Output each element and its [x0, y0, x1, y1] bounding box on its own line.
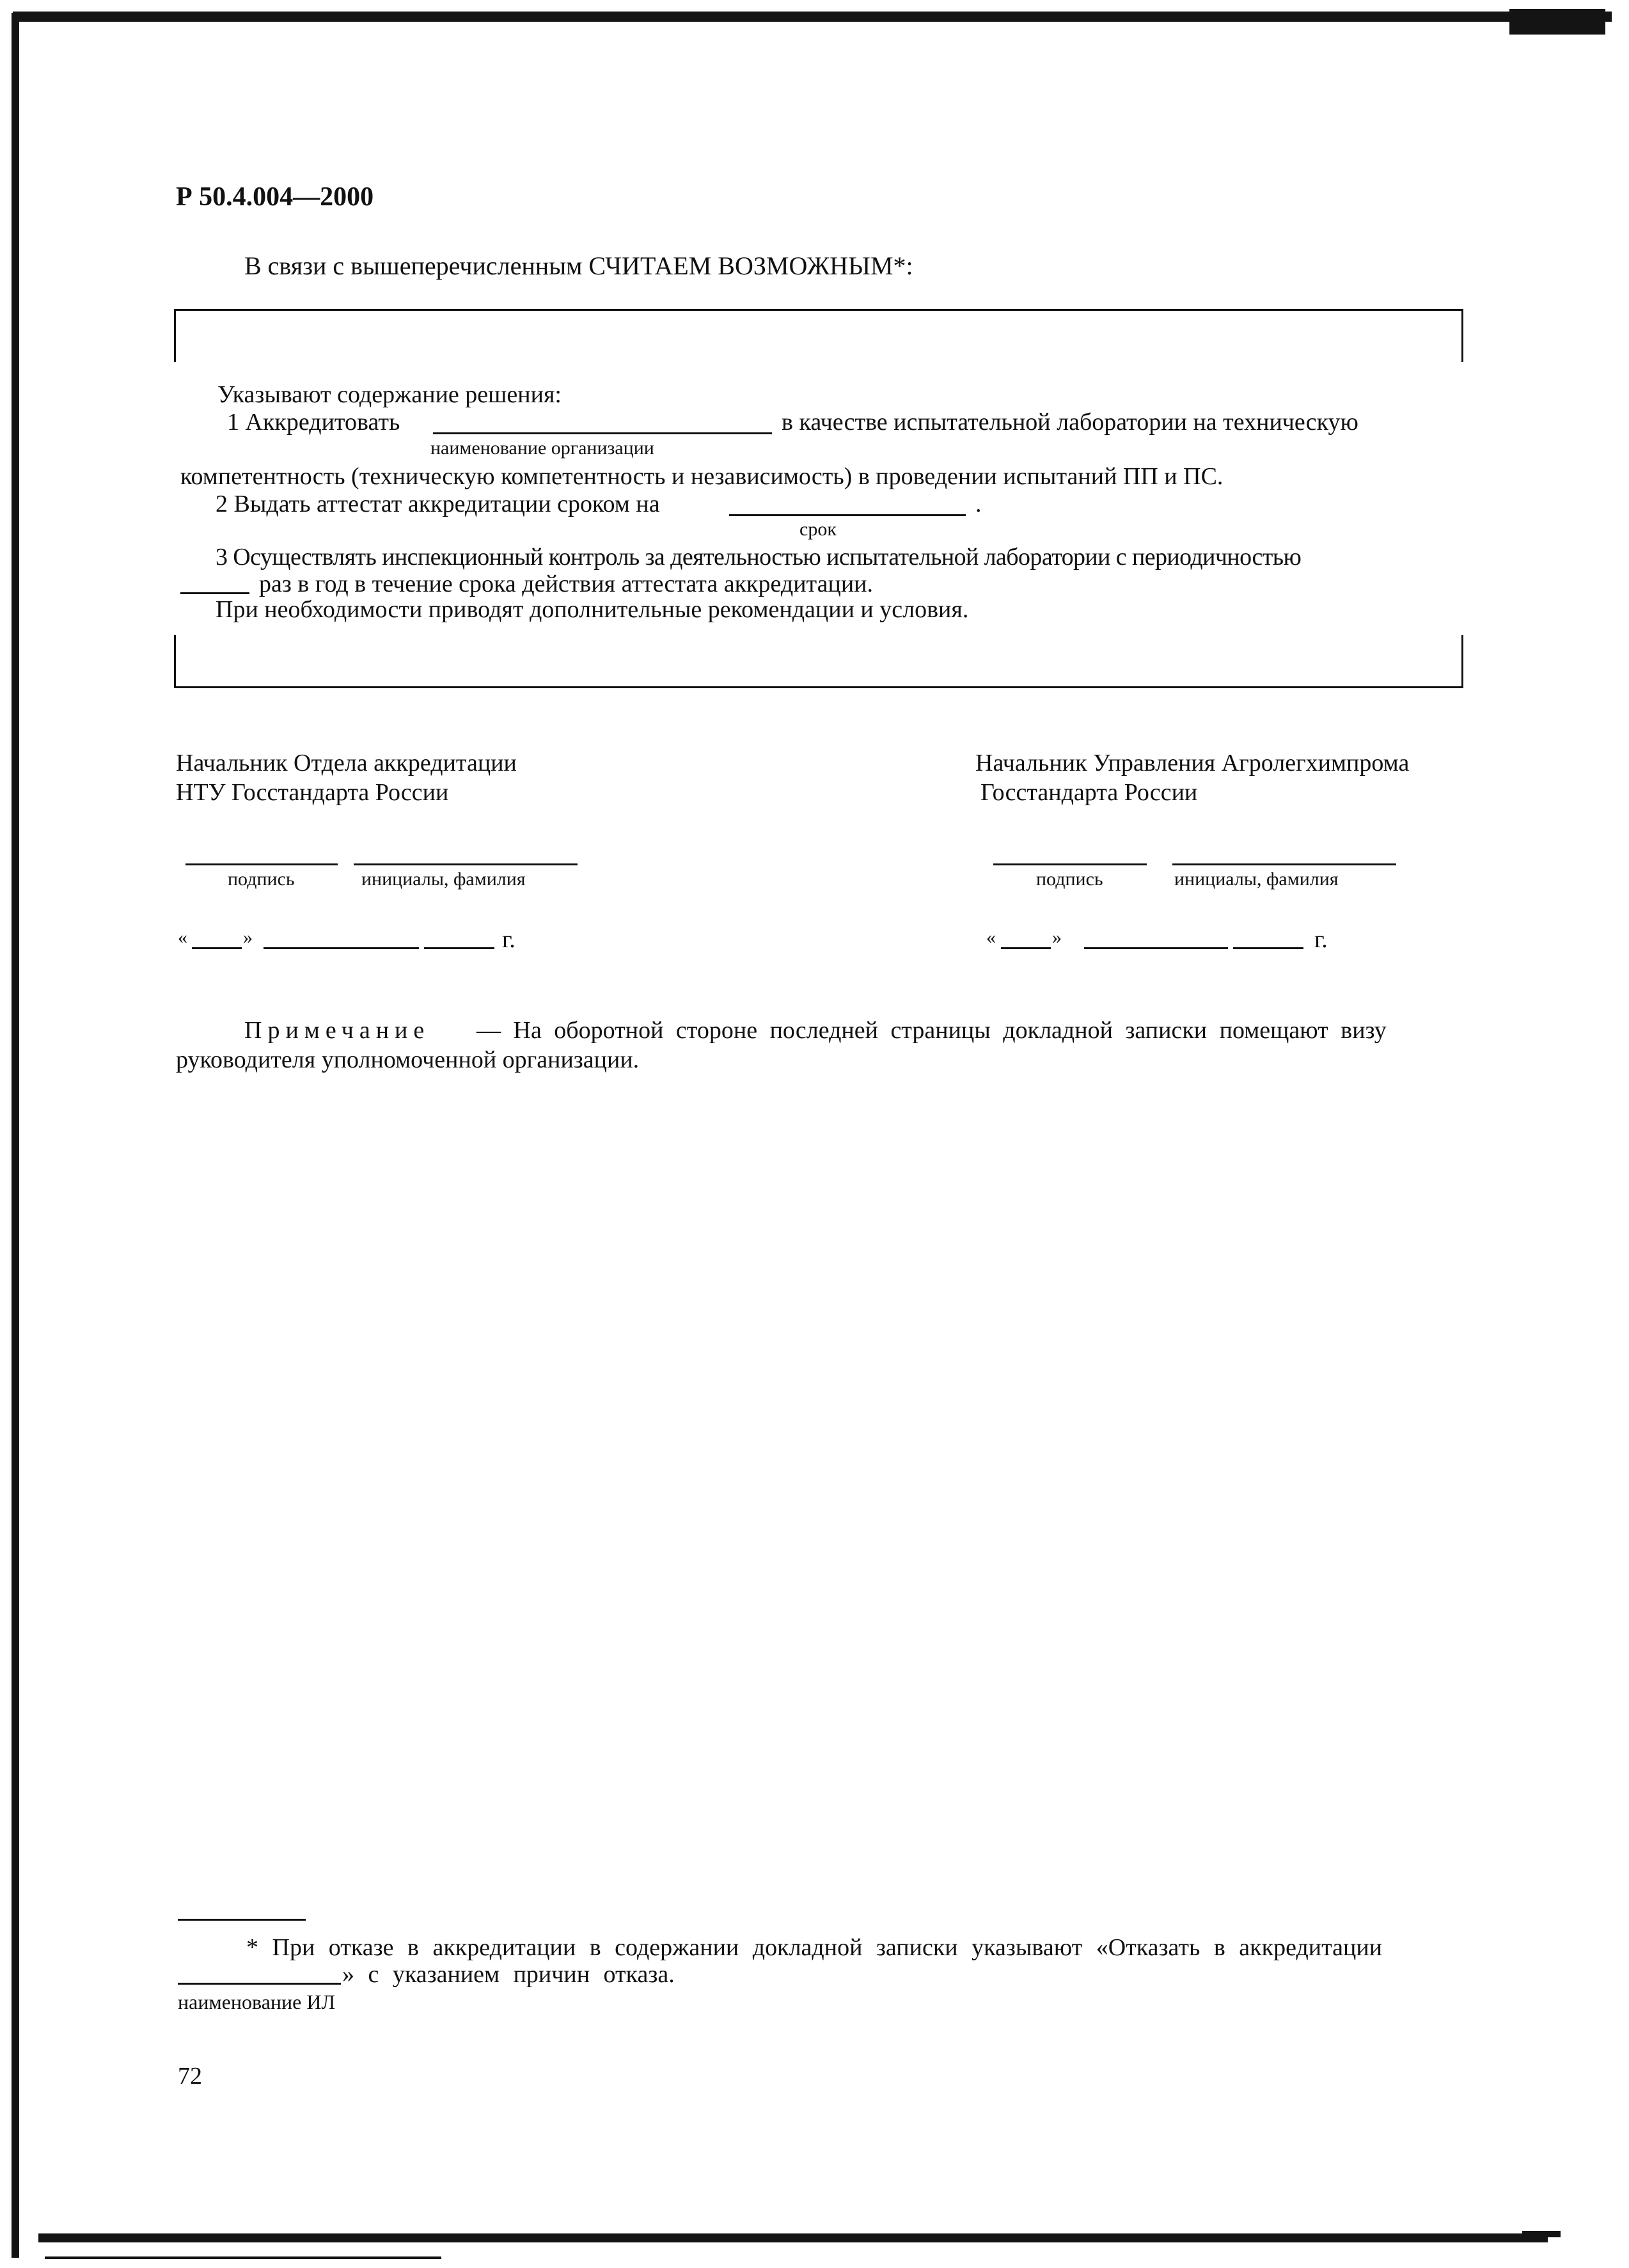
note-text-line1: — На оборотной стороне последней страницы докладной записки помещают визу — [476, 1017, 1387, 1044]
right-sign-label: подпись — [1036, 869, 1103, 890]
frame-top-bracket — [174, 309, 1463, 362]
footnote-blank — [178, 1983, 341, 1985]
term-blank — [729, 514, 966, 516]
frequency-blank — [180, 592, 249, 594]
left-signer-title2: НТУ Госстандарта России — [176, 779, 449, 806]
right-date-open: « — [986, 927, 996, 948]
scan-edge-left — [12, 13, 19, 2258]
footnote-line1: * При отказе в аккредитации в содержании докладной записки указывают «Отказать в аккредитации — [246, 1934, 1383, 1961]
right-signature-line — [993, 863, 1147, 865]
item1-continuation: компетентность (техническую компетентность и независимость) в проведении испытаний ПП и ПС. — [180, 463, 1224, 490]
left-year-blank — [424, 947, 494, 949]
right-date-close: » — [1052, 927, 1062, 948]
right-name-line — [1172, 863, 1396, 865]
scan-edge-bottom-tail — [1522, 2231, 1561, 2237]
left-date-close: » — [243, 927, 253, 948]
scan-edge-bottom-lower — [45, 2256, 441, 2259]
item1-hint: наименование организации — [430, 437, 654, 459]
right-month-blank — [1084, 947, 1228, 949]
right-name-label: инициалы, фамилия — [1174, 869, 1339, 890]
item2-hint: срок — [799, 519, 837, 540]
right-signer-title2: Госстандарта России — [980, 779, 1198, 806]
footnote-line2: » с указанием причин отказа. — [342, 1961, 675, 1988]
right-day-blank — [1001, 947, 1051, 949]
intro-text: В связи с вышеперечисленным СЧИТАЕМ ВОЗМОЖНЫМ*: — [244, 251, 913, 280]
scan-edge-bottom — [38, 2233, 1548, 2242]
right-year-blank — [1233, 947, 1303, 949]
left-name-label: инициалы, фамилия — [361, 869, 526, 890]
org-name-blank — [433, 432, 772, 434]
doc-number: Р 50.4.004—2000 — [176, 182, 374, 212]
item3-line1: 3 Осуществлять инспекционный контроль за деятельностью испытательной лаборатории с периодичностью — [216, 544, 1302, 571]
decision-extra: При необходимости приводят дополнительные рекомендации и условия. — [216, 596, 969, 623]
left-month-blank — [264, 947, 419, 949]
left-signature-line — [185, 863, 338, 865]
scan-edge-top — [13, 12, 1612, 22]
scan-edge-top-right — [1509, 9, 1605, 35]
left-date-open: « — [178, 927, 187, 948]
left-sign-label: подпись — [228, 869, 295, 890]
page-number: 72 — [178, 2063, 202, 2090]
left-signer-title1: Начальник Отдела аккредитации — [176, 750, 517, 776]
note-text-line2: руководителя уполномоченной организации. — [176, 1046, 640, 1073]
note-label: Примечание — [244, 1017, 430, 1044]
left-day-blank — [192, 947, 242, 949]
decision-heading: Указывают содержание решения: — [217, 381, 562, 408]
right-year-suffix: г. — [1314, 926, 1328, 953]
item3-line2: раз в год в течение срока действия аттестата аккредитации. — [259, 571, 874, 597]
left-year-suffix: г. — [502, 926, 515, 953]
item1-end: в качестве испытательной лаборатории на техническую — [782, 409, 1358, 436]
footnote-hint: наименование ИЛ — [178, 1990, 336, 2013]
left-name-line — [354, 863, 578, 865]
item2-start: 2 Выдать аттестат аккредитации сроком на — [216, 491, 660, 517]
footnote-separator — [178, 1919, 306, 1921]
right-signer-title1: Начальник Управления Агролегхимпрома — [975, 750, 1410, 776]
frame-bottom-bracket — [174, 635, 1463, 688]
item1-start: 1 Аккредитовать — [227, 409, 400, 436]
item2-end: . — [975, 491, 982, 517]
